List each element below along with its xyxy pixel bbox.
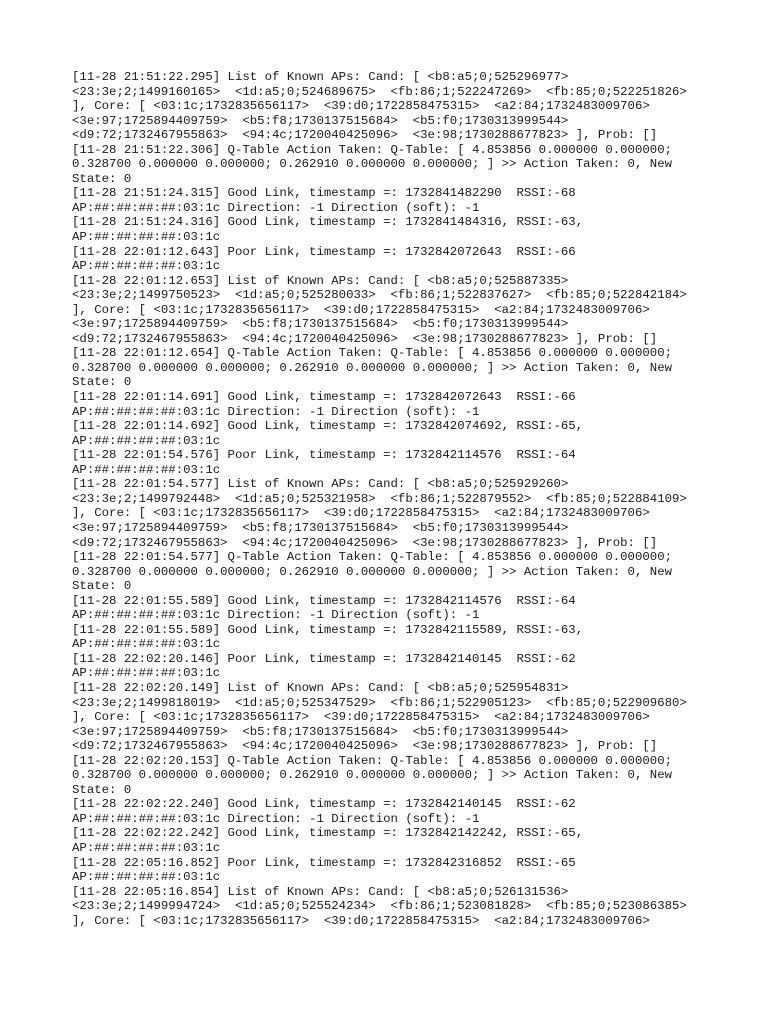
log-line: <3e:97;1725894409759> <b5:f8;1730137515684> <b5:f0;1730313999544>	[72, 113, 569, 128]
log-line: ], Core: [ <03:1c;1732835656117> <39:d0;1722858475315> <a2:84;1732483009706>	[72, 302, 650, 317]
log-line: <23:3e;2;1499818019> <1d:a5;0;525347529> <fb:86;1;522905123> <fb:85;0;522909680>	[72, 695, 687, 710]
log-line: <d9:72;1732467955863> <94:4c;1720040425096> <3e:98;1730288677823> ], Prob: []	[72, 739, 658, 754]
log-line: [11-28 22:01:12.643] Poor Link, timestamp =: 1732842072643 RSSI:-66	[72, 244, 576, 259]
log-line: [11-28 21:51:24.315] Good Link, timestamp =: 1732841482290 RSSI:-68	[72, 186, 576, 201]
log-line: [11-28 22:02:22.242] Good Link, timestamp =: 1732842142242, RSSI:-65,	[72, 826, 584, 841]
log-line: <23:3e;2;1499994724> <1d:a5;0;525524234> <fb:86;1;523081828> <fb:85;0;523086385>	[72, 899, 687, 914]
log-line: AP:##:##:##:##:03:1c	[72, 840, 221, 855]
log-line: [11-28 22:01:55.589] Good Link, timestamp =: 1732842115589, RSSI:-63,	[72, 622, 584, 637]
log-line: AP:##:##:##:##:03:1c	[72, 637, 221, 652]
log-line: State: 0	[72, 782, 132, 797]
log-text-block	[72, 70, 702, 928]
log-line: [11-28 22:02:22.240] Good Link, timestamp =: 1732842140145 RSSI:-62	[72, 797, 576, 812]
log-line: [11-28 22:01:12.653] List of Known APs: Cand: [ <b8:a5;0;525887335>	[72, 273, 569, 288]
log-line: State: 0	[72, 171, 132, 186]
log-line: State: 0	[72, 375, 132, 390]
log-line: ], Core: [ <03:1c;1732835656117> <39:d0;1722858475315> <a2:84;1732483009706>	[72, 506, 650, 521]
log-line: <d9:72;1732467955863> <94:4c;1720040425096> <3e:98;1730288677823> ], Prob: []	[72, 331, 658, 346]
log-line: ], Core: [ <03:1c;1732835656117> <39:d0;1722858475315> <a2:84;1732483009706>	[72, 99, 650, 114]
log-line: [11-28 21:51:22.306] Q-Table Action Taken: Q-Table: [ 4.853856 0.000000 0.000000;	[72, 142, 673, 157]
log-line: ], Core: [ <03:1c;1732835656117> <39:d0;1722858475315> <a2:84;1732483009706>	[72, 913, 650, 928]
log-line: State: 0	[72, 579, 132, 594]
log-line: AP:##:##:##:##:03:1c Direction: -1 Direction (soft): -1	[72, 404, 480, 419]
log-line: [11-28 22:02:20.146] Poor Link, timestamp =: 1732842140145 RSSI:-62	[72, 651, 576, 666]
log-line: 0.328700 0.000000 0.000000; 0.262910 0.000000 0.000000; ] >> Action Taken: 0, New	[72, 564, 673, 579]
log-line: [11-28 22:02:20.153] Q-Table Action Taken: Q-Table: [ 4.853856 0.000000 0.000000;	[72, 753, 673, 768]
log-line: AP:##:##:##:##:03:1c	[72, 230, 221, 245]
log-line: [11-28 22:01:12.654] Q-Table Action Taken: Q-Table: [ 4.853856 0.000000 0.000000;	[72, 346, 673, 361]
log-line: AP:##:##:##:##:03:1c	[72, 462, 221, 477]
log-line: [11-28 22:01:14.692] Good Link, timestamp =: 1732842074692, RSSI:-65,	[72, 419, 584, 434]
log-line: <3e:97;1725894409759> <b5:f8;1730137515684> <b5:f0;1730313999544>	[72, 520, 569, 535]
log-line: [11-28 22:02:20.149] List of Known APs: Cand: [ <b8:a5;0;525954831>	[72, 680, 569, 695]
log-line: [11-28 21:51:22.295] List of Known APs: Cand: [ <b8:a5;0;525296977>	[72, 70, 569, 84]
log-line: AP:##:##:##:##:03:1c Direction: -1 Direction (soft): -1	[72, 200, 480, 215]
log-line: <d9:72;1732467955863> <94:4c;1720040425096> <3e:98;1730288677823> ], Prob: []	[72, 128, 658, 143]
log-line: AP:##:##:##:##:03:1c	[72, 666, 221, 681]
log-line: [11-28 22:01:55.589] Good Link, timestamp =: 1732842114576 RSSI:-64	[72, 593, 576, 608]
log-line: <3e:97;1725894409759> <b5:f8;1730137515684> <b5:f0;1730313999544>	[72, 724, 569, 739]
log-line: AP:##:##:##:##:03:1c Direction: -1 Direction (soft): -1	[72, 811, 480, 826]
log-line: [11-28 22:01:54.576] Poor Link, timestamp =: 1732842114576 RSSI:-64	[72, 448, 576, 463]
log-line: <23:3e;2;1499160165> <1d:a5;0;524689675> <fb:86;1;522247269> <fb:85;0;522251826>	[72, 84, 687, 99]
log-line: 0.328700 0.000000 0.000000; 0.262910 0.000000 0.000000; ] >> Action Taken: 0, New	[72, 157, 673, 172]
log-line: [11-28 22:01:54.577] Q-Table Action Taken: Q-Table: [ 4.853856 0.000000 0.000000;	[72, 550, 673, 565]
log-line: [11-28 21:51:24.316] Good Link, timestamp =: 1732841484316, RSSI:-63,	[72, 215, 584, 230]
log-line: [11-28 22:01:54.577] List of Known APs: Cand: [ <b8:a5;0;525929260>	[72, 477, 569, 492]
log-line: 0.328700 0.000000 0.000000; 0.262910 0.000000 0.000000; ] >> Action Taken: 0, New	[72, 360, 673, 375]
log-line: AP:##:##:##:##:03:1c	[72, 259, 221, 274]
log-line: <23:3e;2;1499792448> <1d:a5;0;525321958> <fb:86;1;522879552> <fb:85;0;522884109>	[72, 491, 687, 506]
log-line: <3e:97;1725894409759> <b5:f8;1730137515684> <b5:f0;1730313999544>	[72, 317, 569, 332]
log-line: [11-28 22:01:14.691] Good Link, timestamp =: 1732842072643 RSSI:-66	[72, 390, 576, 405]
log-line: <d9:72;1732467955863> <94:4c;1720040425096> <3e:98;1730288677823> ], Prob: []	[72, 535, 658, 550]
log-line: <23:3e;2;1499750523> <1d:a5;0;525280033> <fb:86;1;522837627> <fb:85;0;522842184>	[72, 288, 687, 303]
log-line: [11-28 22:05:16.854] List of Known APs: Cand: [ <b8:a5;0;526131536>	[72, 884, 569, 899]
log-line: [11-28 22:05:16.852] Poor Link, timestamp =: 1732842316852 RSSI:-65	[72, 855, 576, 870]
log-line: AP:##:##:##:##:03:1c Direction: -1 Direction (soft): -1	[72, 608, 480, 623]
log-line: AP:##:##:##:##:03:1c	[72, 870, 221, 885]
log-line: ], Core: [ <03:1c;1732835656117> <39:d0;1722858475315> <a2:84;1732483009706>	[72, 710, 650, 725]
log-line: AP:##:##:##:##:03:1c	[72, 433, 221, 448]
log-line: 0.328700 0.000000 0.000000; 0.262910 0.000000 0.000000; ] >> Action Taken: 0, New	[72, 768, 673, 783]
